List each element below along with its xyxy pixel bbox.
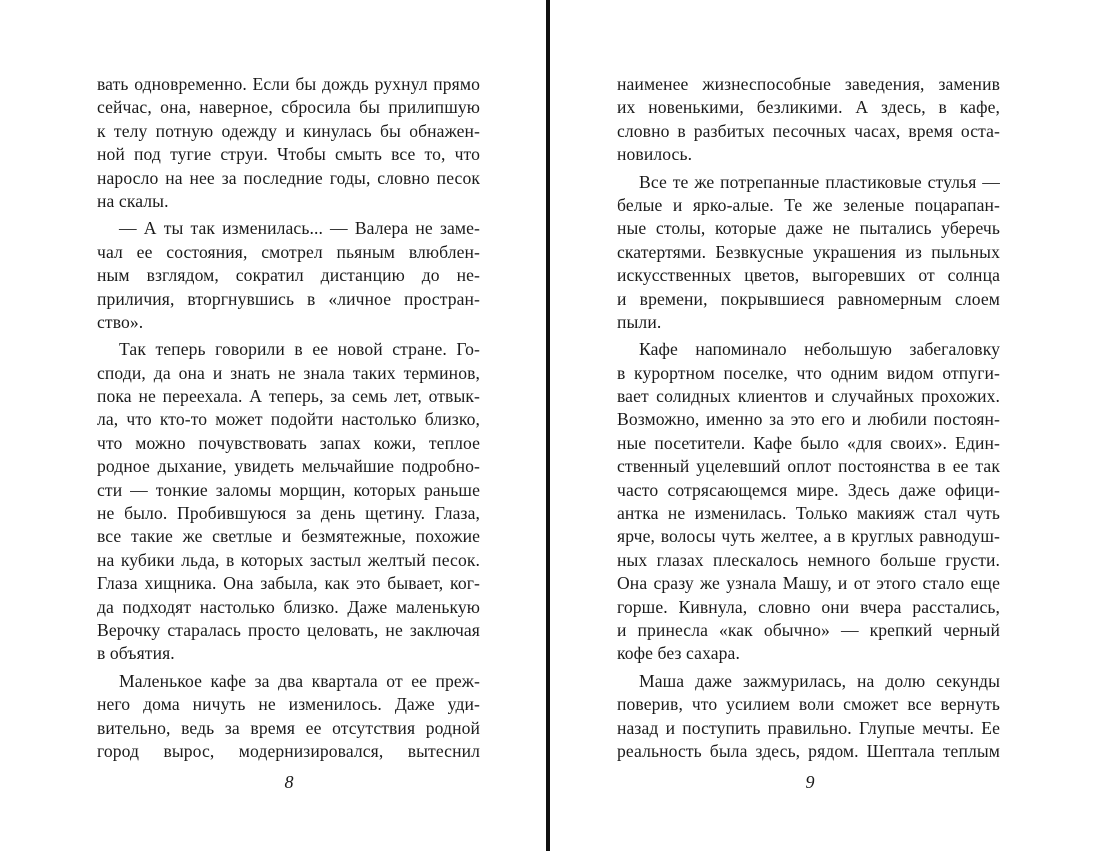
text-line: чал ее состояния, смотрел пьяным влюблен- <box>97 241 480 262</box>
text-line: ной под тугие струи. Чтобы смыть все то, что <box>97 144 480 165</box>
page-number-left: 8 <box>284 772 294 792</box>
text-line: споди, да она и знать не знала таких терминов, <box>97 362 480 383</box>
text-line: ственный уцелевший оплот постоянства в ее так <box>617 456 1000 477</box>
text-line: словно в разбитых песочных часах, время оста- <box>617 120 1000 141</box>
text-line: горше. Кивнула, словно они вчера расстались, <box>617 596 1000 617</box>
text-line: ных глазах плескалось немного больше грусти. <box>617 549 1000 570</box>
text-line: на кубики льда, в которых застыл желтый песок. <box>97 549 480 570</box>
text-line: ные посетители. Кафе было «для своих». Един- <box>617 432 1000 453</box>
text-line: антка не изменилась. Только макияж стал чуть <box>617 503 1000 524</box>
text-line: приличия, вторгнувшись в «личное простран- <box>97 288 480 309</box>
left-page <box>97 73 480 763</box>
text-line: Маша даже зажмурилась, на долю секунды <box>639 670 1000 691</box>
text-line: назад и поступить правильно. Глупые мечты. Ее <box>617 717 1000 738</box>
text-line: Она сразу же узнала Машу, и от этого стало еще <box>617 573 1000 594</box>
text-line: Глаза хищника. Она забыла, как это бывает, ког- <box>97 573 480 594</box>
text-line: кофе без сахара. <box>617 643 740 664</box>
paragraph <box>617 171 1000 335</box>
text-line: часто сотрясающемся мире. Здесь даже офици- <box>617 479 1000 500</box>
text-line: сейчас, она, наверное, сбросила бы прилипшую <box>97 97 480 118</box>
text-line: пыли. <box>617 311 662 332</box>
text-line: родное дыхание, увидеть мельчайшие подробно- <box>97 456 480 477</box>
text-line: Все те же потрепанные пластиковые стулья — <box>639 171 1000 192</box>
text-line: вать одновременно. Если бы дождь рухнул прямо <box>97 74 480 94</box>
text-line: сти — тонкие заломы морщин, которых раньше <box>97 479 480 500</box>
right-page <box>617 73 1000 763</box>
paragraph <box>97 73 480 213</box>
text-line: вительно, ведь за время ее отсутствия родной <box>97 717 480 738</box>
text-line: ла, что кто-то может подойти настолько близко, <box>97 409 480 430</box>
text-line: да подходят настолько близко. Даже маленькую <box>97 596 480 617</box>
text-line: скатертями. Безвкусные украшения из пыльных <box>617 241 1000 262</box>
text-line: Верочку старалась просто целовать, не заключая <box>97 619 480 640</box>
text-line: наросло на нее за последние годы, словно песок <box>97 167 480 188</box>
text-line: — А ты так изменилась... — Валера не заме- <box>119 218 480 239</box>
text-line: Возможно, именно за это его и любили постоян- <box>617 409 1000 430</box>
text-line: белые и ярко-алые. Те же зеленые поцарапан- <box>617 194 1000 215</box>
text-line: новилось. <box>617 144 693 165</box>
text-line: все такие же светлые и безмятежные, похожие <box>97 526 480 547</box>
text-line: реальность была здесь, рядом. Шептала теплым <box>617 740 1000 761</box>
paragraph <box>617 670 1000 764</box>
text-line: него дома ничуть не изменилось. Даже уди- <box>97 694 480 715</box>
text-line: что можно почувствовать запах кожи, теплое <box>97 432 480 453</box>
text-line: на скалы. <box>97 190 169 211</box>
paragraph <box>617 338 1000 665</box>
paragraph <box>97 217 480 334</box>
text-line: искусственных цветов, выгоревших от солнца <box>617 265 1000 286</box>
text-line: Маленькое кафе за два квартала от ее преж- <box>119 670 480 691</box>
text-line: город вырос, модернизировался, вытеснил <box>97 740 480 761</box>
text-line: поверив, что усилием воли сможет все вернуть <box>617 694 1000 715</box>
text-line: и принесла «как обычно» — крепкий черный <box>617 619 1000 640</box>
paragraph <box>97 670 480 764</box>
page-gutter-divider <box>546 0 550 851</box>
text-line: вает солидных клиентов и случайных прохожих. <box>617 386 1000 407</box>
text-line: в курортном поселке, что одним видом отпуги- <box>617 362 1000 383</box>
paragraph <box>97 338 480 665</box>
text-line: ство». <box>97 311 144 332</box>
text-line: не было. Пробившуюся за день щетину. Глаза, <box>97 503 480 524</box>
text-line: пока не переехала. А теперь, за семь лет, отвык- <box>97 386 480 407</box>
text-line: Так теперь говорили в ее новой стране. Го- <box>119 339 480 360</box>
text-line: и времени, покрывшиеся равномерным слоем <box>617 288 1000 309</box>
text-line: ные столы, которые даже не пытались уберечь <box>617 218 1000 239</box>
text-line: ным взглядом, сократил дистанцию до не- <box>97 265 480 286</box>
text-line: Кафе напоминало небольшую забегаловку <box>639 339 1000 360</box>
text-line: ярче, волосы чуть желтее, а в круглых равнодуш- <box>617 526 1000 547</box>
text-line: в объятия. <box>97 643 175 664</box>
text-line: их новенькими, безликими. А здесь, в кафе, <box>617 97 1000 118</box>
text-line: к телу потную одежду и кинулась бы обнажен- <box>97 120 480 141</box>
paragraph <box>617 73 1000 167</box>
page-number-right: 9 <box>805 772 815 792</box>
text-line: наименее жизнеспособные заведения, заменив <box>617 74 1000 94</box>
